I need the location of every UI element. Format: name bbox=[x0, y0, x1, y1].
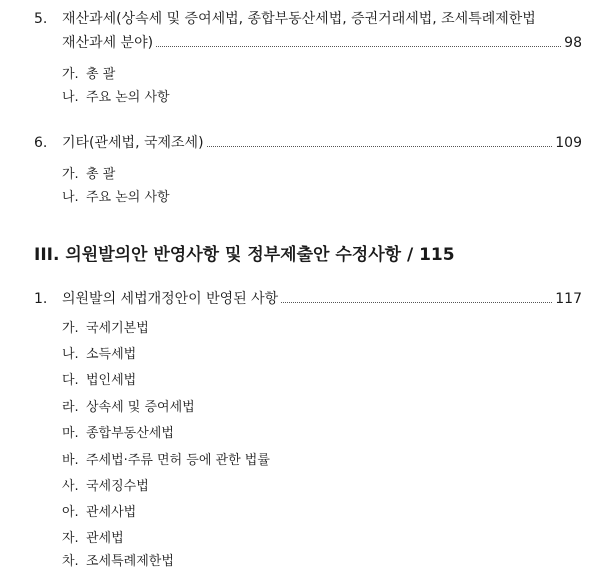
sub-item-label: 차. bbox=[62, 554, 79, 569]
section-title: 의원발의 세법개정안이 반영된 사항 bbox=[62, 291, 279, 307]
toc-entry[interactable] bbox=[62, 290, 582, 308]
toc-sub-item[interactable] bbox=[62, 372, 136, 390]
toc-sub-item[interactable] bbox=[62, 320, 149, 338]
sub-item-label: 아. bbox=[62, 505, 79, 520]
sub-item-label: 가. bbox=[62, 167, 79, 182]
section-title-line2: 재산과세 분야) bbox=[62, 35, 154, 51]
sub-item-label: 마. bbox=[62, 426, 79, 441]
sub-item-text: 총 괄 bbox=[86, 167, 116, 182]
dot-leader bbox=[207, 145, 553, 147]
sub-item-text: 조세특례제한법 bbox=[86, 554, 174, 569]
section-title: 기타(관세법, 국제조세) bbox=[62, 135, 204, 151]
sub-item-text: 주세법·주류 면허 등에 관한 법률 bbox=[86, 453, 270, 468]
sub-item-label: 라. bbox=[62, 400, 79, 415]
sub-item-text: 국세징수법 bbox=[86, 479, 149, 494]
toc-sub-item[interactable] bbox=[62, 346, 136, 364]
toc-sub-item[interactable] bbox=[62, 89, 170, 107]
sub-item-text: 주요 논의 사항 bbox=[86, 90, 170, 105]
sub-item-text: 관세법 bbox=[86, 531, 124, 546]
section-number: 5. bbox=[34, 11, 48, 27]
toc-entry[interactable] bbox=[62, 134, 582, 152]
page-number: 117 bbox=[555, 291, 582, 307]
sub-item-text: 국세기본법 bbox=[86, 321, 149, 336]
chapter-heading[interactable]: III. 의원발의안 반영사항 및 정부제출안 수정사항 / 115 bbox=[34, 245, 455, 265]
sub-item-text: 종합부동산세법 bbox=[86, 426, 174, 441]
sub-item-text: 상속세 및 증여세법 bbox=[86, 400, 195, 415]
dot-leader bbox=[281, 301, 552, 303]
toc-sub-item[interactable] bbox=[62, 66, 115, 84]
section-title-line1[interactable]: 재산과세(상속세 및 증여세법, 종합부동산세법, 증권거래세법, 조세특례제한법 bbox=[62, 11, 536, 27]
toc-sub-item[interactable] bbox=[62, 189, 170, 207]
toc-sub-item[interactable] bbox=[62, 553, 174, 571]
sub-item-label: 가. bbox=[62, 321, 79, 336]
sub-item-text: 소득세법 bbox=[86, 347, 137, 362]
toc-entry[interactable] bbox=[62, 34, 582, 52]
sub-item-label: 가. bbox=[62, 67, 79, 82]
sub-item-text: 관세사법 bbox=[86, 505, 137, 520]
page-number: 98 bbox=[564, 35, 582, 51]
sub-item-label: 자. bbox=[62, 531, 79, 546]
section-number: 1. bbox=[34, 291, 48, 307]
toc-sub-item[interactable] bbox=[62, 166, 115, 184]
sub-item-label: 다. bbox=[62, 373, 79, 388]
page-number: 109 bbox=[555, 135, 582, 151]
sub-item-label: 바. bbox=[62, 453, 79, 468]
toc-sub-item[interactable] bbox=[62, 478, 149, 496]
sub-item-label: 나. bbox=[62, 90, 79, 105]
toc-sub-item[interactable] bbox=[62, 452, 270, 470]
sub-item-text: 주요 논의 사항 bbox=[86, 190, 170, 205]
toc-sub-item[interactable] bbox=[62, 425, 174, 443]
toc-sub-item[interactable] bbox=[62, 530, 124, 548]
toc-sub-item[interactable] bbox=[62, 399, 195, 417]
sub-item-text: 총 괄 bbox=[86, 67, 116, 82]
sub-item-label: 나. bbox=[62, 347, 79, 362]
section-number: 6. bbox=[34, 135, 48, 151]
toc-sub-item[interactable] bbox=[62, 504, 136, 522]
sub-item-text: 법인세법 bbox=[86, 373, 137, 388]
sub-item-label: 사. bbox=[62, 479, 79, 494]
dot-leader bbox=[156, 45, 561, 47]
sub-item-label: 나. bbox=[62, 190, 79, 205]
